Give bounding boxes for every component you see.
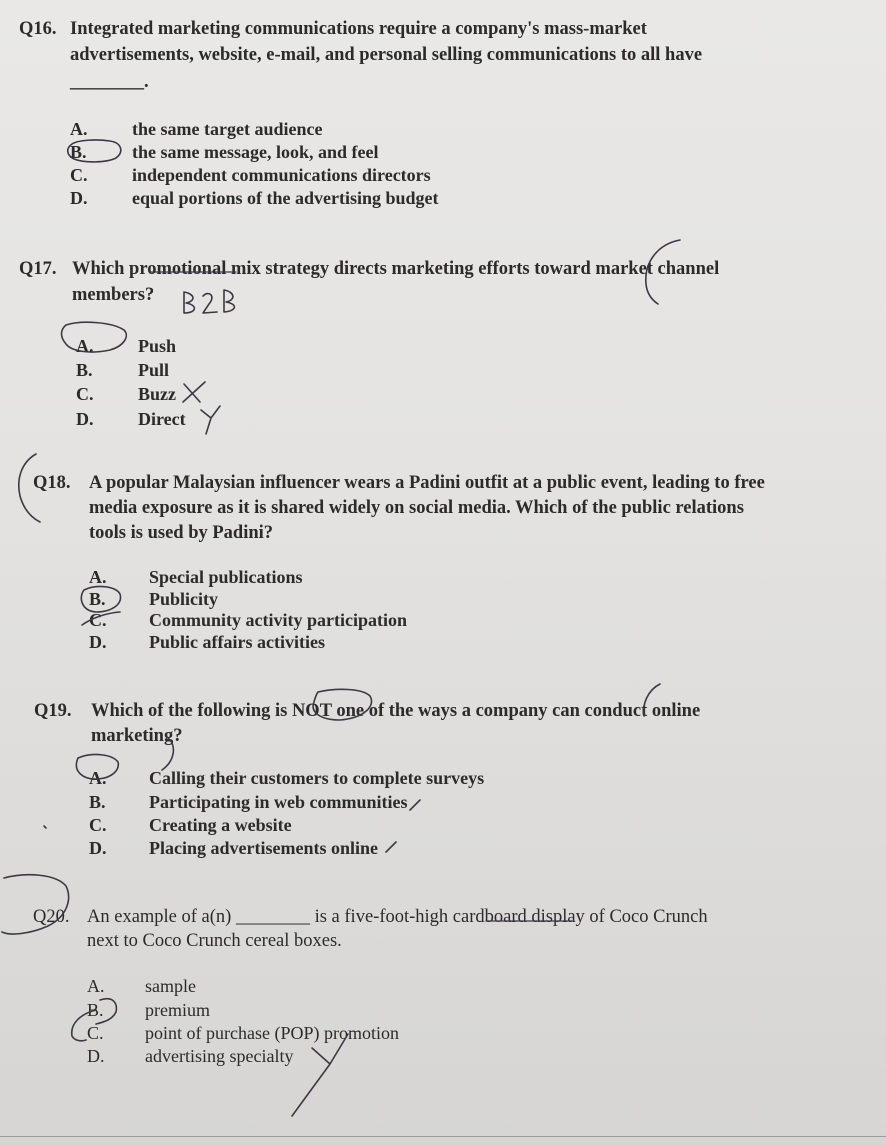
question-text-line: An example of a(n) ________ is a five-foot-high cardboard display of Coco Crunch xyxy=(87,907,708,927)
question-text-line: A popular Malaysian influencer wears a Padini outfit at a public event, leading to free xyxy=(89,473,765,493)
option-letter: B. xyxy=(76,360,93,380)
option-letter: A. xyxy=(89,768,107,788)
page-bottom-line xyxy=(0,1136,886,1137)
option-letter: D. xyxy=(89,838,107,858)
question-number: Q20. xyxy=(33,907,70,927)
option-letter: C. xyxy=(89,610,107,630)
option-text: Public affairs activities xyxy=(149,632,325,652)
cross-mark-d xyxy=(201,406,220,434)
option-letter: A. xyxy=(89,567,107,587)
ink-dot-q19c xyxy=(44,826,46,828)
option-text: Pull xyxy=(138,360,170,380)
handwritten-note-b2b xyxy=(184,290,234,313)
option-text: the same target audience xyxy=(132,119,323,139)
option-letter: A. xyxy=(70,119,88,139)
question-text-line: Integrated marketing communications require a company's mass-market xyxy=(70,19,647,39)
option-letter: D. xyxy=(70,188,88,208)
question-number: Q19. xyxy=(34,701,72,721)
option-text: Participating in web communities xyxy=(149,792,408,812)
option-letter: B. xyxy=(70,142,87,162)
option-letter: C. xyxy=(87,1023,104,1043)
option-text: point of purchase (POP) promotion xyxy=(145,1023,399,1043)
question-text-line: Which promotional mix strategy directs marketing efforts toward market channel xyxy=(72,259,720,279)
question-text-line: members? xyxy=(72,285,155,305)
option-letter: B. xyxy=(89,792,106,812)
ink-tick-q19b xyxy=(410,800,420,810)
option-text: the same message, look, and feel xyxy=(132,142,379,162)
option-letter: D. xyxy=(76,409,94,429)
option-letter: B. xyxy=(89,589,106,609)
question-number: Q18. xyxy=(33,473,71,493)
question-text-line: media exposure as it is shared widely on social media. Which of the public relations xyxy=(89,498,744,518)
option-letter: D. xyxy=(89,632,107,652)
option-text: Placing advertisements online xyxy=(149,838,378,858)
option-letter: C. xyxy=(70,165,88,185)
option-text: Publicity xyxy=(149,589,219,609)
option-text: Push xyxy=(138,336,177,356)
answer-circle-q17 xyxy=(62,322,127,352)
question-text-line: next to Coco Crunch cereal boxes. xyxy=(87,931,342,951)
option-letter: B. xyxy=(87,1000,104,1020)
question-number: Q17. xyxy=(19,259,57,279)
option-text: advertising specialty xyxy=(145,1046,294,1066)
option-letter: C. xyxy=(89,815,107,835)
option-text: premium xyxy=(145,1000,210,1020)
option-text: Calling their customers to complete surveys xyxy=(149,768,485,788)
cross-mark-c xyxy=(183,382,205,402)
option-text: Creating a website xyxy=(149,815,292,835)
option-text: Community activity participation xyxy=(149,610,407,630)
question-text-line: advertisements, website, e-mail, and personal selling communications to all have xyxy=(70,45,703,65)
option-text: Buzz xyxy=(138,384,176,404)
question-text-line: marketing? xyxy=(91,726,183,746)
option-letter: C. xyxy=(76,384,94,404)
option-text: equal portions of the advertising budget xyxy=(132,188,439,208)
question-text-line: Which of the following is NOT one of the ways a company can conduct online xyxy=(91,701,701,721)
option-text: Special publications xyxy=(149,567,303,587)
ink-tick-q19d xyxy=(386,842,396,852)
option-text: sample xyxy=(145,976,196,996)
question-blank: ________. xyxy=(70,72,149,92)
question-number: Q16. xyxy=(19,19,57,39)
option-text: independent communications directors xyxy=(132,165,431,185)
option-letter: D. xyxy=(87,1046,105,1066)
option-text: Direct xyxy=(138,409,186,429)
option-letter: A. xyxy=(76,336,94,356)
option-letter: A. xyxy=(87,976,105,996)
question-text-line: tools is used by Padini? xyxy=(89,523,274,543)
cross-mark-q20 xyxy=(292,1034,348,1116)
